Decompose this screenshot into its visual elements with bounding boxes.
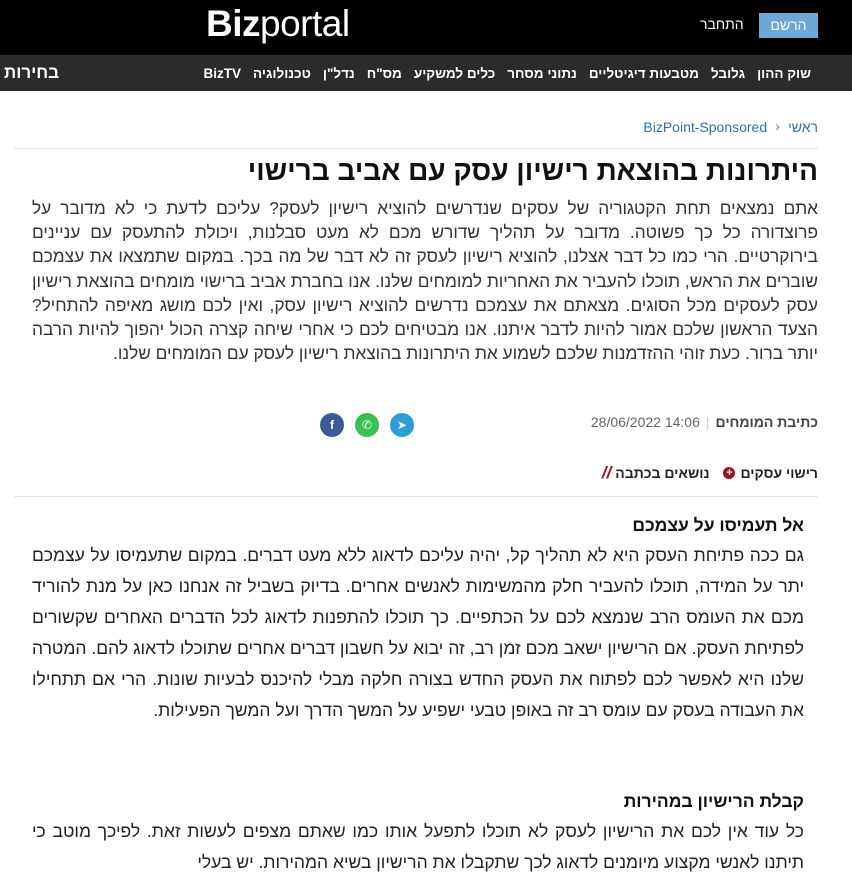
main-nav [0, 55, 852, 91]
nav-item-investor-tools[interactable]: כלים למשקיע [413, 65, 496, 81]
article-lead: אתם נמצאים תחת הקטגוריה של עסקים שנדרשים להוציא רישיון לעסק? עליכם לדעת כי לא מדובר על פרוצדורה כל כך פשוטה. מדובר על תהליך שדורש מכם לא מעט סבלנות, ויכולת להתעסק עם עניינים בירוקרטיים. הרי כמו כל דבר אצלנו, להוציא רישיון לעסק זה לא דבר של מה בכך. במקום שתמצאו את עצמכם שוברים את הראש, תוכלו להעביר את האחריות למומחים שלנו. אנו בחברת אביב ברישוי מומחים בהוצאת רישיון עסק לעסקים מכל הסוגים. מצאתם את עצמכם נדרשים להוציא רישיון עסק, ואין לכם מושג מאיפה להתחיל? הצעד הראשון שלכם אמור להיות לדבר איתנו. אנו מבטיחים לכם כי אחרי שיחה קצרה הכול יהפוך להיות הרבה יותר ברור. כעת זוהי ההזדמנות שלכם לשמוע את היתרונות בהוצאת רישיון לעסק עם המומחים שלנו. [32, 198, 818, 364]
topics-label: נושאים בכתבה [615, 465, 710, 481]
page-title: היתרונות בהוצאת רישיון עסק עם אביב ברישוי [247, 155, 818, 186]
nav-item-global[interactable]: גלובל [710, 65, 746, 81]
nav-item-trading-data[interactable]: נתוני מסחר [507, 65, 577, 81]
login-link[interactable]: התחבר [700, 16, 744, 32]
divider [14, 148, 818, 149]
topic-tag-label: רישוי עסקים [740, 465, 818, 481]
register-button[interactable]: הרשם [759, 13, 818, 38]
bizportal-logo[interactable] [206, 4, 350, 44]
top-header-bar [0, 0, 852, 55]
nav-item-tax[interactable]: מס"ח [366, 65, 402, 81]
article-author[interactable]: כתיבת המומחים [715, 414, 818, 430]
breadcrumb [643, 118, 818, 135]
topics-slash-icon: // [601, 463, 612, 482]
nav-item-biztv[interactable]: BizTV [203, 65, 242, 81]
nav-item-capital-market[interactable]: שוק ההון [757, 65, 811, 81]
logo-light-text: portal [260, 3, 350, 44]
plus-icon[interactable]: + [723, 467, 735, 479]
meta-divider: | [705, 414, 710, 430]
logo-bold-text: Biz [206, 3, 260, 44]
breadcrumb-current[interactable]: BizPoint-Sponsored [643, 118, 768, 135]
nav-item-crypto[interactable]: מטבעות דיגיטליים [588, 65, 699, 81]
article-meta [591, 414, 818, 430]
nav-items [204, 55, 811, 91]
nav-item-technology[interactable]: טכנולוגיה [253, 65, 311, 81]
nav-item-elections[interactable]: בחירות [4, 63, 60, 82]
nav-item-real-estate[interactable]: נדל"ן [322, 65, 355, 81]
telegram-icon[interactable]: ➤ [390, 413, 414, 437]
section-title: קבלת הרישיון במהירות [623, 791, 804, 811]
section-body: גם ככה פתיחת העסק היא לא תהליך קל, יהיה עליכם לדאוג ללא מעט דברים. במקום שתעמיסו על עצמכם יתר על המידה, תוכלו להעביר חלק מהמשימות לאנשים אחרים. בדיוק בשביל זה אנחנו כאן על מנת להוריד מכם את העומס הרב שנמצא לכם על הכתפיים. כך תוכלו להתפנות לדאוג לכל הדברים האחרים שקשורים לפתיחת העסק. אם הרישיון ישאב מכם זמן רב, זה יבוא על חשבון דברים אחרים שתוכלו לדאוג להם. המטרה שלנו היא לאפשר לכם לפתוח את העסק החדש בצורה חלקה מבלי להיכנס לבעיות שונות. הרי אם תתחילו את העבודה בעסק עם עומס רב זה באופן טבעי ישפיע על המשך הדרך ועל המשך הפעילות. [32, 545, 804, 720]
divider [14, 496, 818, 497]
topics-label-wrap [602, 463, 710, 483]
topic-tag[interactable] [723, 465, 818, 481]
article-topics [602, 463, 818, 483]
section-body: כל עוד אין לכם את הרישיון לעסק לא תוכלו לתפעל אותו כמו שאתם מצפים לעשות זאת. לפיכך מוטב כי תיתנו לאנשי מקצוע מיומנים לדאוג לכך שתקבלו את הרישיון בשיא המהירות. יש בעלי [32, 821, 804, 872]
section-title: אל תעמיסו על עצמכם [632, 515, 804, 535]
breadcrumb-separator-icon: › [775, 118, 781, 135]
breadcrumb-home[interactable]: ראשי [788, 118, 818, 135]
share-buttons [320, 413, 414, 437]
article-date: 28/06/2022 14:06 [590, 414, 700, 430]
whatsapp-icon[interactable]: ✆ [355, 413, 379, 437]
facebook-icon[interactable]: f [320, 413, 344, 437]
